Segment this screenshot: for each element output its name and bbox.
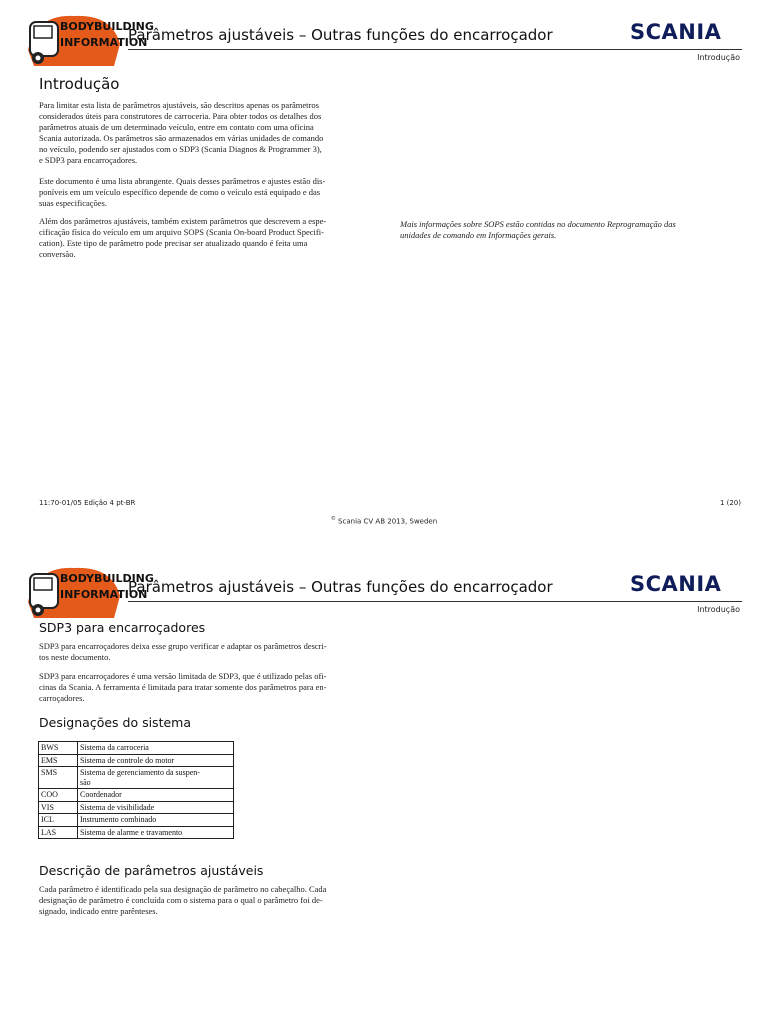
logo-text-line1: BODYBUILDING bbox=[60, 20, 154, 33]
sdp3-paragraph-1: SDP3 para encarroçadores deixa esse grupo verificar e adaptar os parâmetros descri- tos neste documento. bbox=[39, 641, 327, 662]
system-code: LAS bbox=[39, 826, 78, 839]
scania-brand: SCANIA bbox=[630, 572, 722, 596]
system-name: Sistema de gerenciamento da suspen- são bbox=[78, 767, 234, 789]
parameter-description-paragraph: Cada parâmetro é identificado pela sua designação de parâmetro no cabeçalho. Cada designação de parâmetro é concluída com o sistema para o qual o parâmetro foi de- signado, indicado entre parênteses. bbox=[39, 884, 327, 916]
sdp3-heading: SDP3 para encarroçadores bbox=[39, 620, 206, 635]
intro-paragraph-3: Além dos parâmetros ajustáveis, também existem parâmetros que descrevem a espe- cificação física do veículo em um arquivo SOPS (Scania On-board Product Specifi- cation). Este tipo de parâmetro pode precisar ser atualizado quando é feita uma conversão. bbox=[39, 216, 327, 259]
table-row bbox=[39, 754, 234, 767]
system-designations-heading: Designações do sistema bbox=[39, 715, 191, 730]
system-code: ICL bbox=[39, 814, 78, 827]
system-name: Sistema de visibilidade bbox=[78, 801, 234, 814]
page-number: 1 (20) bbox=[719, 499, 741, 507]
bodybuilding-information-logo bbox=[26, 10, 154, 68]
system-designations-table bbox=[38, 741, 234, 839]
table-row bbox=[39, 767, 234, 789]
document-title: Parâmetros ajustáveis – Outras funções do encarroçador bbox=[128, 578, 553, 596]
logo-text-line1: BODYBUILDING bbox=[60, 572, 154, 585]
system-name: Sistema da carroceria bbox=[78, 742, 234, 755]
document-title: Parâmetros ajustáveis – Outras funções do encarroçador bbox=[128, 26, 553, 44]
sdp3-paragraph-2: SDP3 para encarroçadores é uma versão limitada de SDP3, que é utilizado pelas ofi- cinas da Scania. A ferramenta é limitada para tratar somente dos parâmetros para en- carroçadores. bbox=[39, 671, 327, 703]
header-rule bbox=[128, 49, 742, 50]
system-code: EMS bbox=[39, 754, 78, 767]
table-row bbox=[39, 742, 234, 755]
system-code: BWS bbox=[39, 742, 78, 755]
scania-brand: SCANIA bbox=[630, 20, 722, 44]
intro-paragraph-1: Para limitar esta lista de parâmetros ajustáveis, são descritos apenas os parâmetros considerados úteis para construtores de carroceria. Para obter todos os detalhes dos parâmetros atuais de um determinado veículo, entre em contato com uma oficina Scania autorizada. Os parâmetros são armazenados em várias unidades de comando no veículo, podendo ser ajustados com o SDP3 (Scania Diagnos & Programmer 3), e SDP3 para encarroçadores. bbox=[39, 100, 324, 165]
system-name: Sistema de controle do motor bbox=[78, 754, 234, 767]
system-code: COO bbox=[39, 789, 78, 802]
intro-paragraph-2: Este documento é uma lista abrangente. Quais desses parâmetros e ajustes estão dis- poníveis em um veículo específico depende de como o veículo está equipado e das suas especificações. bbox=[39, 176, 326, 208]
section-label: Introdução bbox=[697, 53, 740, 62]
document-page-2 bbox=[0, 552, 768, 1024]
system-name: Sistema de alarme e travamento bbox=[78, 826, 234, 839]
document-code: 11:70-01/05 Edição 4 pt-BR bbox=[39, 499, 136, 507]
system-name: Instrumento combinado bbox=[78, 814, 234, 827]
table-row bbox=[39, 789, 234, 802]
copyright-symbol: © bbox=[330, 516, 336, 522]
parameter-description-heading: Descrição de parâmetros ajustáveis bbox=[39, 863, 264, 878]
intro-heading: Introdução bbox=[39, 75, 120, 93]
section-label: Introdução bbox=[697, 605, 740, 614]
header-rule bbox=[128, 601, 742, 602]
bodybuilding-information-logo bbox=[26, 562, 154, 620]
sops-note: Mais informações sobre SOPS estão contidas no documento Reprogramação das unidades de comando em Informações gerais. bbox=[400, 219, 676, 240]
copyright bbox=[0, 516, 768, 525]
system-code: VIS bbox=[39, 801, 78, 814]
system-name: Coordenador bbox=[78, 789, 234, 802]
table-row bbox=[39, 814, 234, 827]
table-row bbox=[39, 826, 234, 839]
logo-text-line2: INFORMATION bbox=[60, 588, 148, 601]
system-code: SMS bbox=[39, 767, 78, 789]
table-row bbox=[39, 801, 234, 814]
copyright-text: Scania CV AB 2013, Sweden bbox=[338, 517, 438, 526]
logo-text-line2: INFORMATION bbox=[60, 36, 148, 49]
